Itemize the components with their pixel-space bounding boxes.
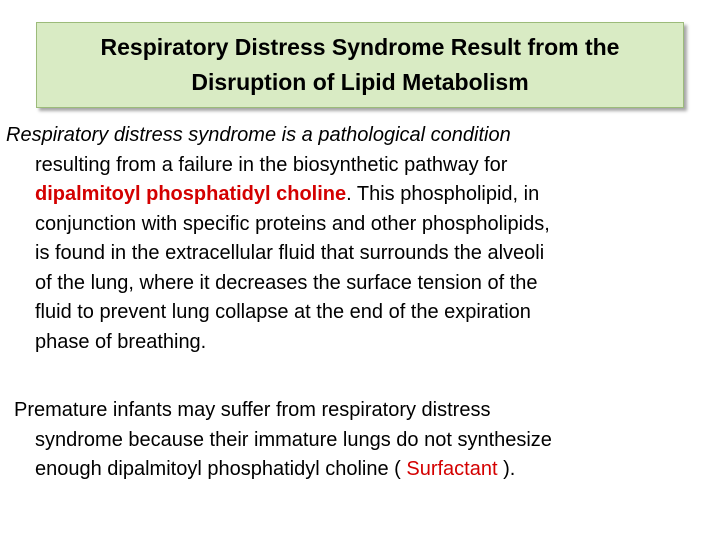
paragraph-2-line-3 bbox=[14, 455, 720, 485]
paragraph-2-line-3-post: ). bbox=[497, 458, 516, 480]
slide-title-line-2: Disruption of Lipid Metabolism bbox=[191, 69, 529, 95]
paragraph-1-line-8: phase of breathing. bbox=[35, 330, 207, 353]
paragraph-1-line-5: is found in the extracellular fluid that surrounds the alveoli bbox=[35, 242, 545, 264]
paragraph-1-line-7: fluid to prevent lung collapse at the end of the expiration bbox=[35, 301, 531, 323]
paragraph-2-line-3-pre: enough dipalmitoyl phosphatidyl choline ( bbox=[35, 458, 407, 480]
paragraph-1-line-3 bbox=[6, 180, 712, 210]
paragraph-1-line-2: resulting from a failure in the biosynthetic pathway for bbox=[35, 153, 508, 176]
slide-title-line-1: Respiratory Distress Syndrome Result from the bbox=[100, 34, 620, 60]
title-box bbox=[36, 22, 684, 108]
paragraph-premature-infants bbox=[14, 396, 720, 485]
paragraph-1-line-6: of the lung, where it decreases the surface tension of the bbox=[35, 271, 538, 294]
paragraph-1-line-4: conjunction with specific proteins and other phospholipids, bbox=[35, 212, 550, 235]
highlight-dppc: dipalmitoyl phosphatidyl choline bbox=[35, 183, 347, 205]
paragraph-2-line-1: Premature infants may suffer from respiratory distress bbox=[14, 399, 491, 421]
paragraph-1-line-1: Respiratory distress syndrome is a pathological condition bbox=[6, 124, 511, 146]
paragraph-2-line-2: syndrome because their immature lungs do not synthesize bbox=[35, 428, 552, 451]
highlight-surfactant: Surfactant bbox=[406, 458, 498, 480]
paragraph-1-line-3-rest: . This phospholipid, in bbox=[346, 183, 540, 205]
paragraph-rds-definition bbox=[6, 121, 712, 357]
